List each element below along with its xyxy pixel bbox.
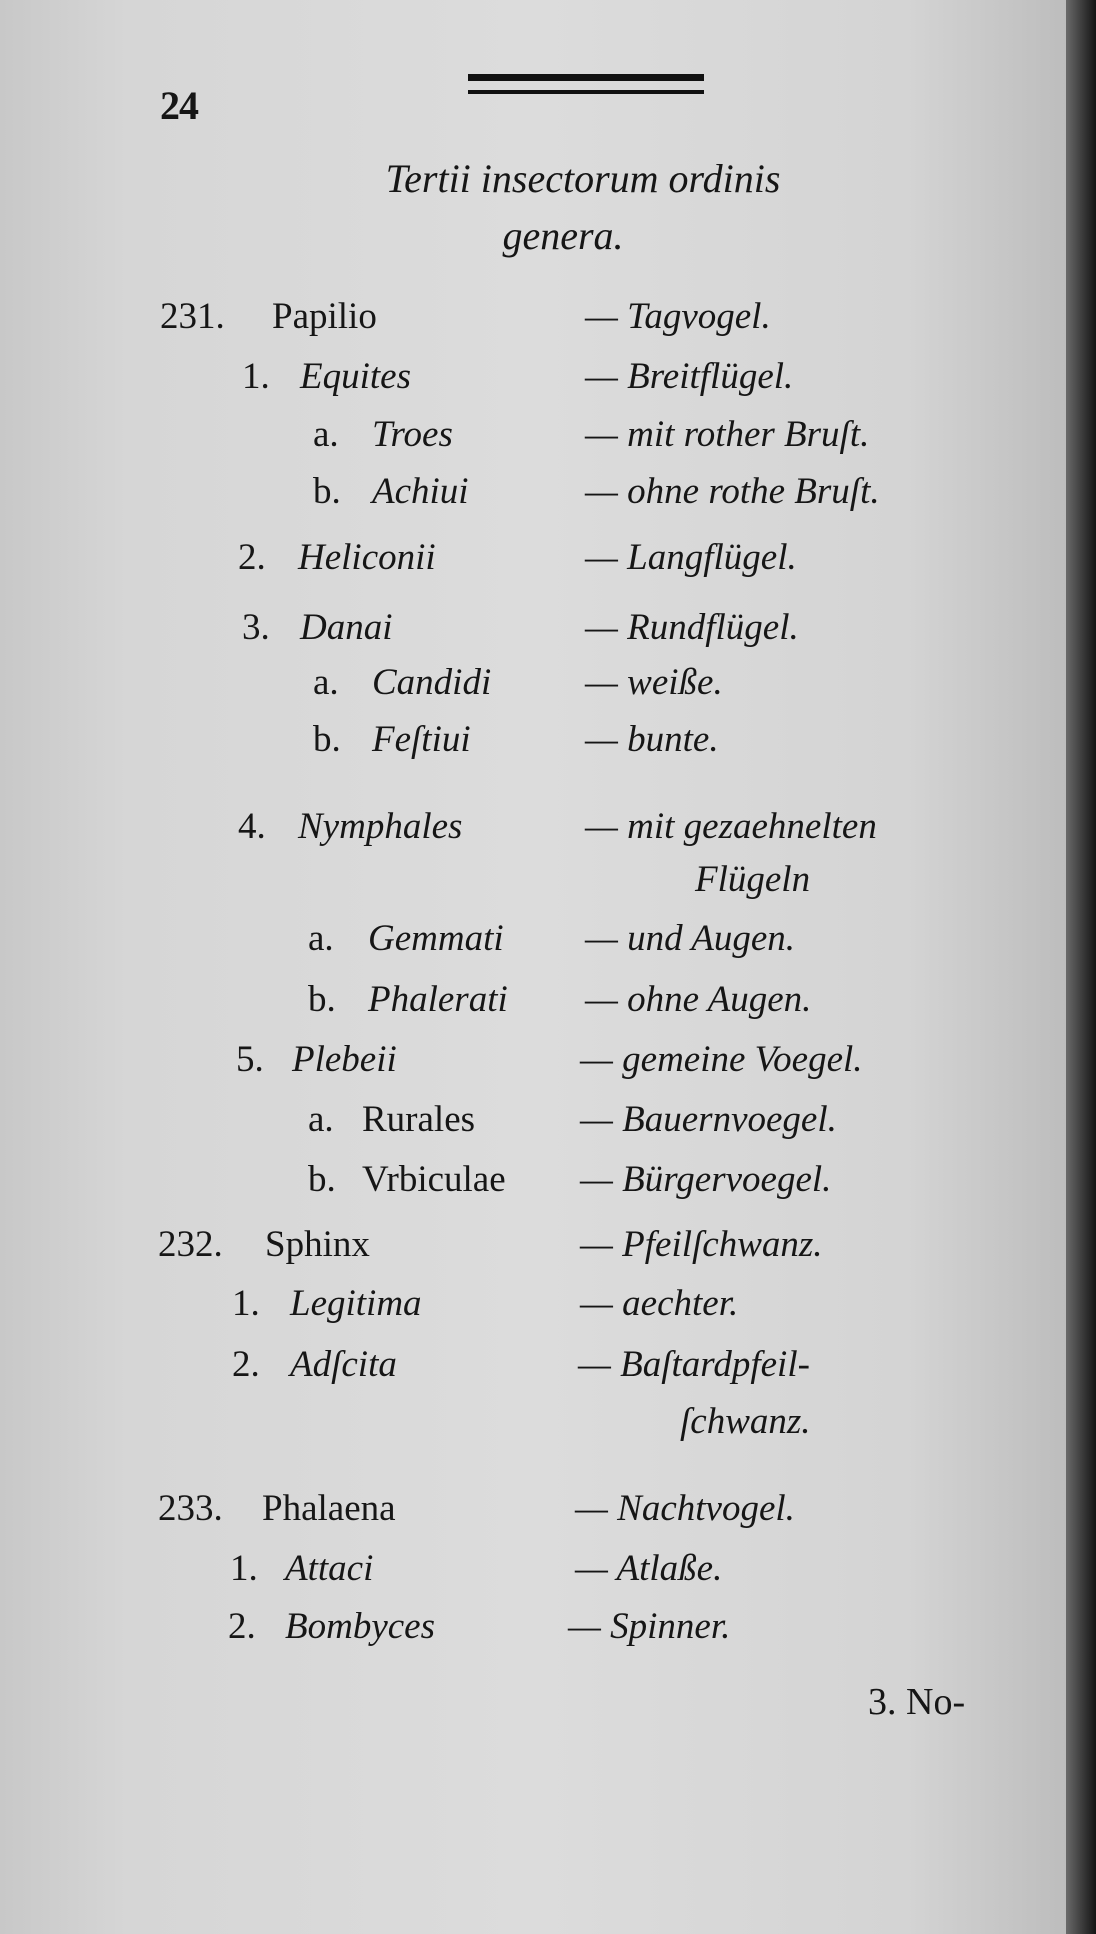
entry-number: 4. xyxy=(238,806,266,847)
german-name: — ohne rothe Bruſt. xyxy=(585,471,880,512)
german-name: — Nachtvogel. xyxy=(575,1488,795,1529)
german-name: — und Augen. xyxy=(585,918,796,959)
latin-name: Adſcita xyxy=(290,1344,397,1385)
header-rule xyxy=(468,74,704,94)
german-name: — Spinner. xyxy=(568,1606,731,1647)
german-name: — Rundflügel. xyxy=(585,607,799,648)
german-name: — bunte. xyxy=(585,719,719,760)
entry-number: 1. xyxy=(232,1283,260,1324)
page-number: 24 xyxy=(160,83,198,128)
entry-letter: b. xyxy=(308,1159,336,1200)
latin-name: Phalaena xyxy=(262,1488,396,1529)
latin-name: Bombyces xyxy=(285,1606,435,1647)
german-name: — Bürgervoegel. xyxy=(580,1159,832,1200)
entry-letter: b. xyxy=(313,719,341,760)
latin-name: Troes xyxy=(372,414,453,455)
entry-letter: a. xyxy=(308,1099,334,1140)
entry-number: 2. xyxy=(228,1606,256,1647)
entry-letter: a. xyxy=(308,918,334,959)
latin-name: Nymphales xyxy=(298,806,463,847)
page-edge-shadow xyxy=(1066,0,1096,1934)
latin-name: Papilio xyxy=(272,296,377,337)
german-name: — Bauernvoegel. xyxy=(580,1099,837,1140)
german-name: — ohne Augen. xyxy=(585,979,812,1020)
latin-name: Candidi xyxy=(372,662,492,703)
german-name: — Pfeilſchwanz. xyxy=(580,1224,823,1265)
latin-name: Achiui xyxy=(372,471,469,512)
latin-name: Vrbiculae xyxy=(362,1159,506,1200)
latin-name: Rurales xyxy=(362,1099,476,1140)
german-name: — Atlaße. xyxy=(575,1548,723,1589)
latin-name: Sphinx xyxy=(265,1224,370,1265)
german-name: — Langflügel. xyxy=(585,537,797,578)
german-name: — Tagvogel. xyxy=(585,296,771,337)
entry-letter: a. xyxy=(313,414,339,455)
german-name-continued: Flügeln xyxy=(695,859,811,900)
latin-name: Heliconii xyxy=(298,537,436,578)
latin-name: Phalerati xyxy=(368,979,508,1020)
german-name: — Breitflügel. xyxy=(585,356,794,397)
latin-name: Danai xyxy=(300,607,393,648)
german-name: — weiße. xyxy=(585,662,723,703)
entry-number: 231. xyxy=(160,296,225,337)
heading-line-1: Tertii insectorum ordinis xyxy=(385,156,781,201)
german-name: — mit rother Bruſt. xyxy=(585,414,870,455)
entry-number: 1. xyxy=(242,356,270,397)
german-name: — mit gezaehnelten xyxy=(585,806,877,847)
entry-number: 1. xyxy=(230,1548,258,1589)
entry-letter: b. xyxy=(308,979,336,1020)
latin-name: Gemmati xyxy=(368,918,504,959)
latin-name: Equites xyxy=(300,356,411,397)
entry-number: 232. xyxy=(158,1224,223,1265)
entry-letter: b. xyxy=(313,471,341,512)
entry-number: 233. xyxy=(158,1488,223,1529)
german-name: — aechter. xyxy=(580,1283,739,1324)
entry-letter: a. xyxy=(313,662,339,703)
heading-line-2: genera. xyxy=(502,213,624,258)
entry-number: 2. xyxy=(238,537,266,578)
latin-name: Feſtiui xyxy=(372,719,471,760)
german-name-continued: ſchwanz. xyxy=(680,1401,811,1442)
entry-number: 3. xyxy=(242,607,270,648)
catchword: 3. No- xyxy=(868,1681,966,1723)
latin-name: Legitima xyxy=(290,1283,422,1324)
german-name: — gemeine Voegel. xyxy=(580,1039,863,1080)
latin-name: Plebeii xyxy=(292,1039,397,1080)
german-name: — Baſtardpfeil- xyxy=(578,1344,810,1385)
entry-number: 2. xyxy=(232,1344,260,1385)
latin-name: Attaci xyxy=(285,1548,374,1589)
entry-number: 5. xyxy=(236,1039,264,1080)
